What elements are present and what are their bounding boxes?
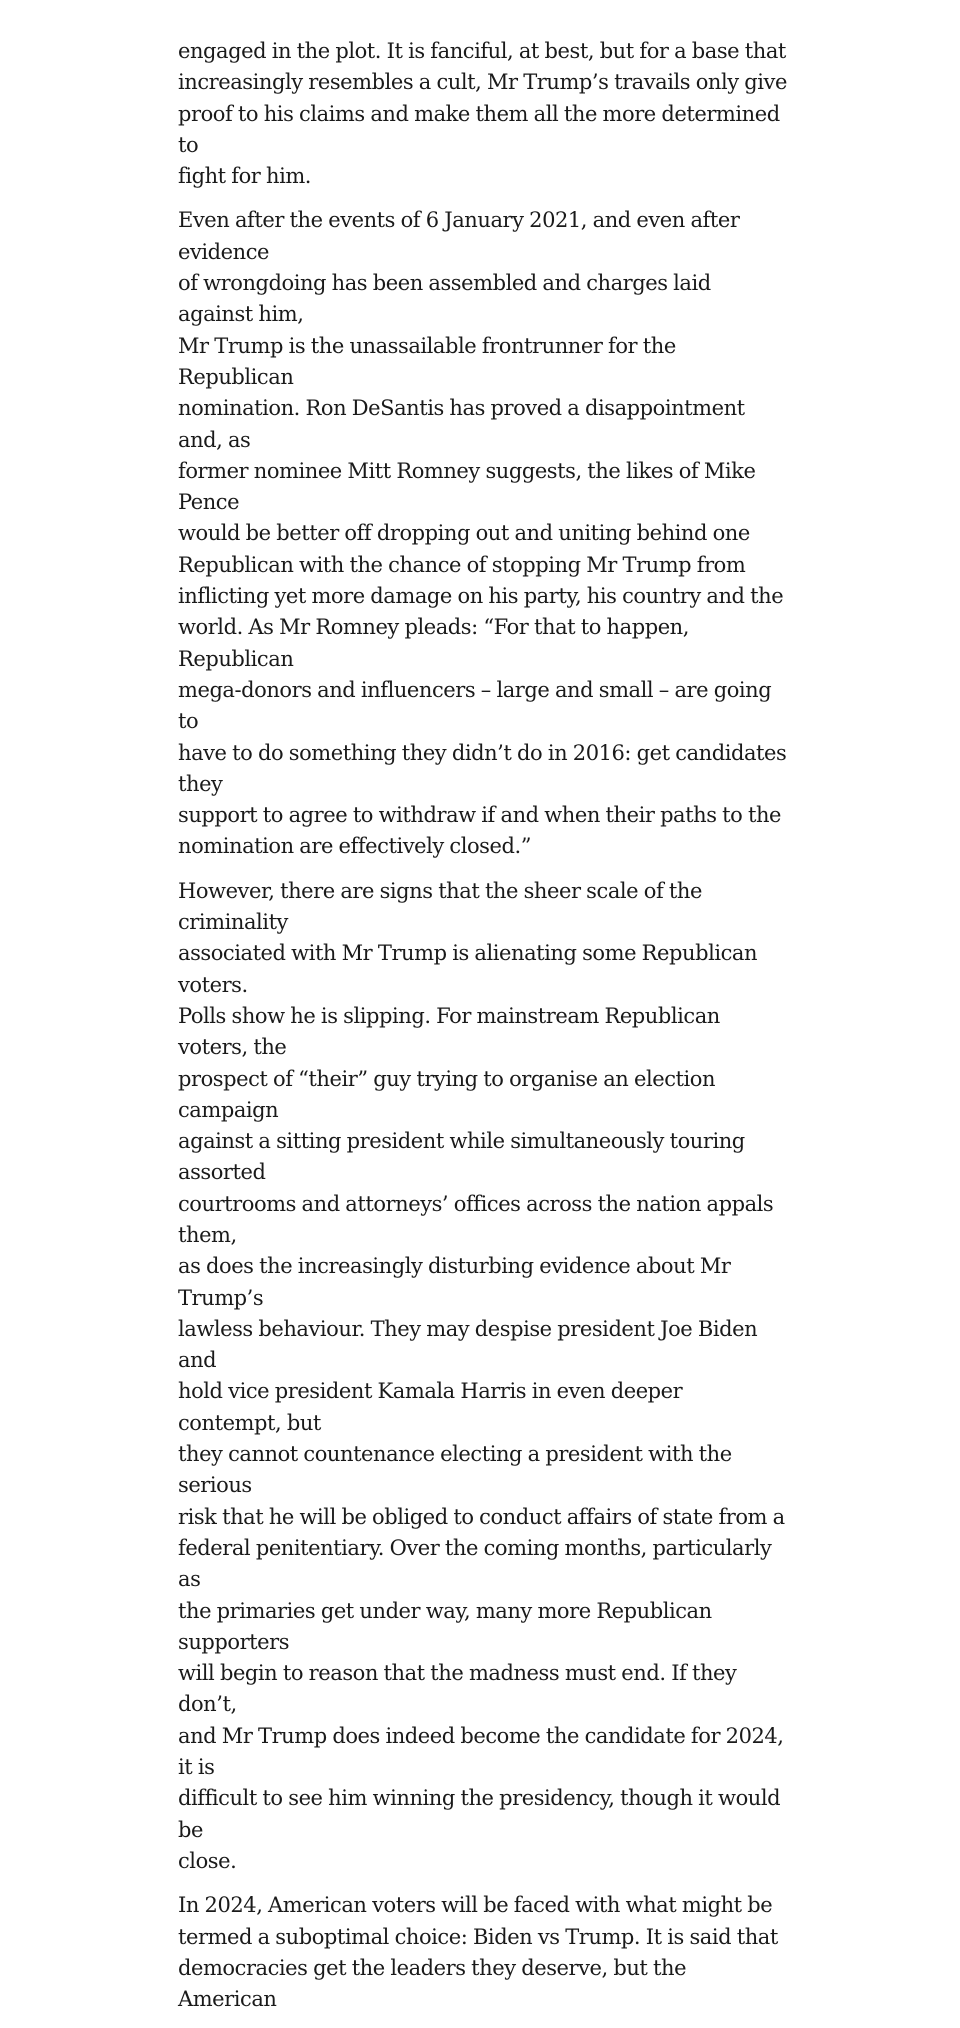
article-paragraph: engaged in the plot. It is fanciful, at best, but for a base that increasingly resembles a cult, Mr Trump’s travails only give proof to his claims and make them all the more determined to fight for him. (178, 39, 787, 189)
article-paragraph: However, there are signs that the sheer scale of the criminality associated with Mr Trump is alienating some Republican voters. Polls show he is slipping. For mainstream Republican voters, the prospect of “their” guy trying to organise an election campaign against a sitting president while simultaneously touring assorted courtrooms and attorneys’ offices across the nation appals them, as does the increasingly disturbing evidence about Mr Trump’s lawless behaviour. They may despise president Joe Biden and hold vice president Kamala Harris in even deeper contempt, but they cannot countenance electing a president with the serious risk that he will be obliged to conduct affairs of state from a federal penitentiary. Over the coming months, particularly as the primaries get under way, many more Republican supporters will begin to reason that the madness must end. If they don’t, and Mr Trump does indeed become the candidate for 2024, it is difficult to see him winning the presidency, though it would be close. (178, 878, 785, 1873)
article-paragraph: In 2024, American voters will be faced with what might be termed a suboptimal choice: Biden vs Trump. It is said that democracies get the leaders they deserve, but the American (178, 1893, 778, 2012)
article-paragraph: Even after the events of 6 January 2021, and even after evidence of wrongdoing has been assembled and charges laid against him, Mr Trump is the unassailable frontrunner for the Republican nomination. Ron DeSantis has proved a disappointment and, as former nominee Mitt Romney suggests, the likes of Mike Pence would be better off dropping out and uniting behind one Republican with the chance of stopping Mr Trump from inflicting yet more damage on his party, his country and the world. As Mr Romney pleads: “For that to happen, Republican mega-donors and influencers – large and small – are going to have to do something they didn’t do in 2016: get candidates they support to agree to withdraw if and when their paths to the nomination are effectively closed.” (178, 208, 787, 859)
article-body (178, 36, 788, 2028)
